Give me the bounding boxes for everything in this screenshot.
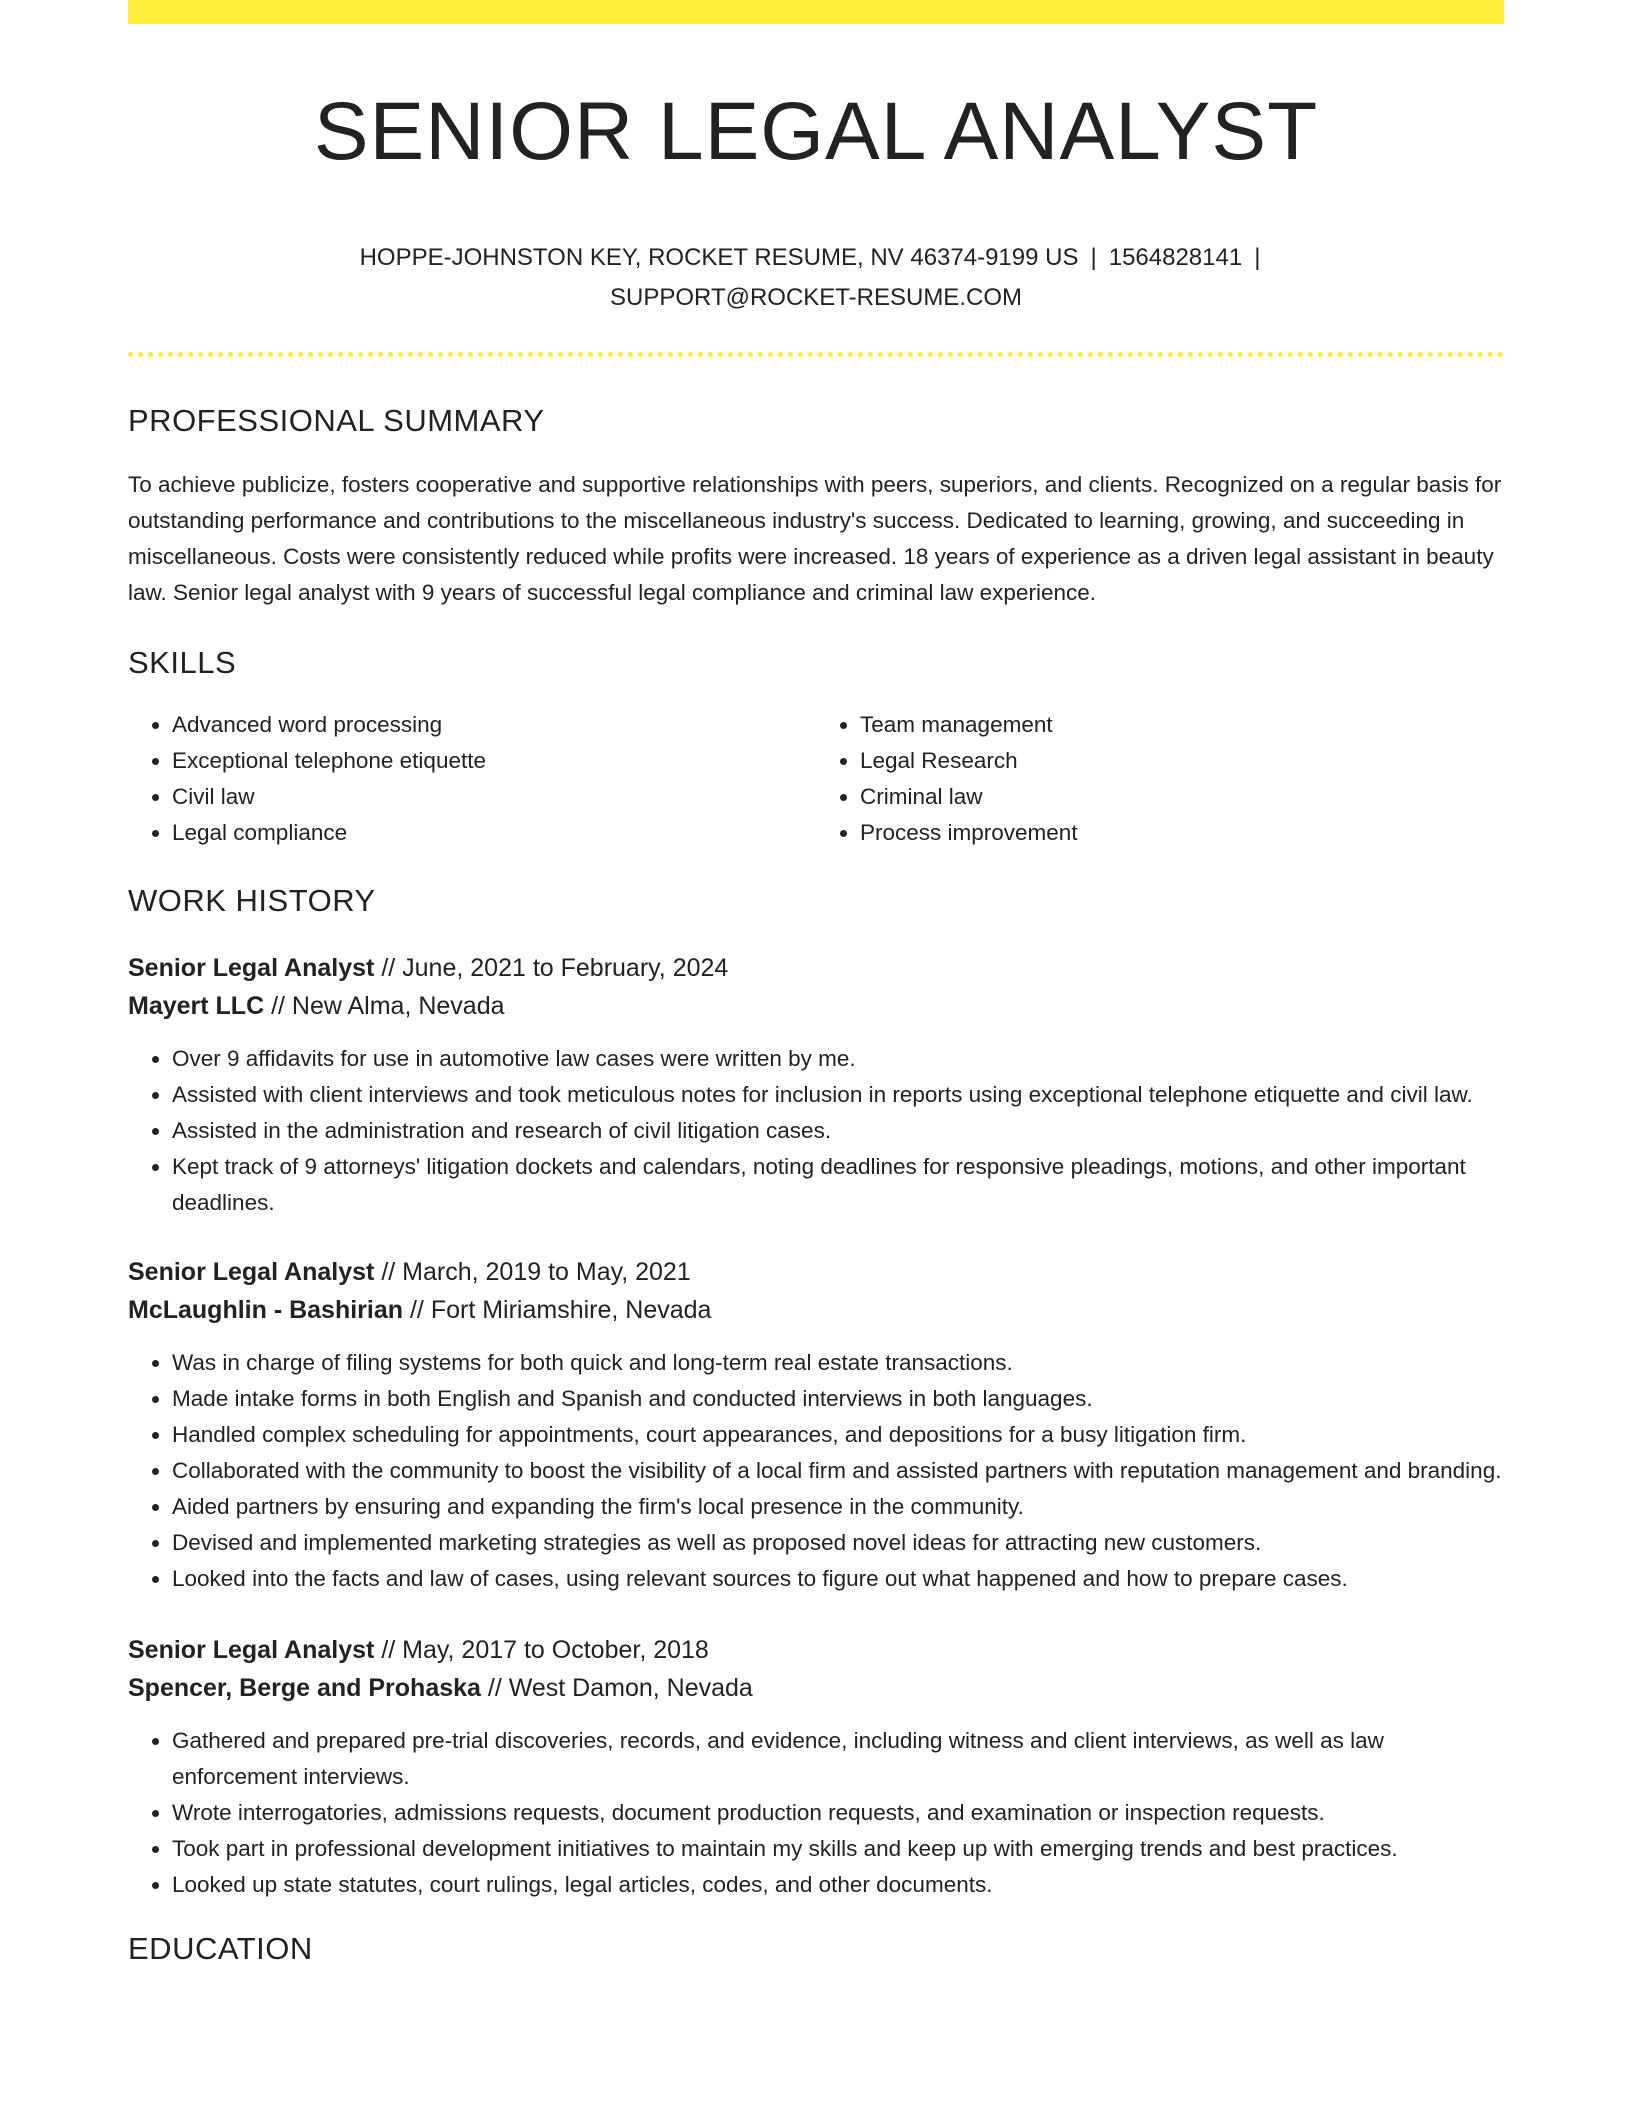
skill-item: • Exceptional telephone etiquette: [172, 743, 816, 779]
job-company: Mayert LLC: [128, 992, 265, 1020]
job-bullet: • Wrote interrogatories, admissions requests, document production requests, and examination or inspection requests.: [172, 1795, 1504, 1831]
skill-item: • Criminal law: [860, 779, 1504, 815]
job-bullet: • Assisted with client interviews and took meticulous notes for inclusion in reports using exceptional telephone etiquette and civil law.: [172, 1077, 1504, 1113]
job-bullets: [128, 1041, 1504, 1221]
job-role: Senior Legal Analyst: [128, 954, 375, 982]
skill-item: • Process improvement: [860, 815, 1504, 851]
skill-item: • Civil law: [172, 779, 816, 815]
contact-separator: |: [1254, 244, 1261, 271]
job-location: // West Damon, Nevada: [480, 1674, 753, 1702]
skills-column-right: [816, 707, 1504, 851]
contact-info: [128, 238, 1504, 318]
summary-heading: PROFESSIONAL SUMMARY: [128, 403, 545, 438]
job-bullet: • Over 9 affidavits for use in automotive law cases were written by me.: [172, 1041, 1504, 1077]
resume-title: SENIOR LEGAL ANALYST: [313, 86, 1319, 177]
job-entry: [128, 1253, 1504, 1597]
job-dates: // March, 2019 to May, 2021: [374, 1258, 691, 1286]
job-bullet: • Devised and implemented marketing strategies as well as proposed novel ideas for attracting new customers.: [172, 1525, 1504, 1561]
contact-email: SUPPORT@ROCKET-RESUME.COM: [610, 284, 1022, 311]
job-role-line: [128, 949, 1504, 987]
contact-phone: 1564828141: [1108, 244, 1243, 271]
skill-item: • Team management: [860, 707, 1504, 743]
job-company-line: [128, 1291, 1504, 1329]
job-bullets: [128, 1723, 1504, 1903]
contact-separator: |: [1090, 244, 1097, 271]
resume-page: [128, 0, 1504, 1969]
job-bullet: • Assisted in the administration and research of civil litigation cases.: [172, 1113, 1504, 1149]
job-role-line: [128, 1253, 1504, 1291]
dotted-divider: [128, 352, 1504, 357]
job-bullet: • Looked up state statutes, court rulings, legal articles, codes, and other documents.: [172, 1867, 1504, 1903]
job-bullet: • Gathered and prepared pre-trial discoveries, records, and evidence, including witness and client interviews, as well as law enforcement interviews.: [172, 1723, 1504, 1795]
job-dates: // May, 2017 to October, 2018: [374, 1636, 709, 1664]
job-role: Senior Legal Analyst: [128, 1636, 375, 1664]
job-bullet: • Made intake forms in both English and Spanish and conducted interviews in both languages.: [172, 1381, 1504, 1417]
job-bullet: • Aided partners by ensuring and expanding the firm's local presence in the community.: [172, 1489, 1504, 1525]
job-role-line: [128, 1631, 1504, 1669]
job-company-line: [128, 987, 1504, 1025]
job-location: // Fort Miriamshire, Nevada: [403, 1296, 712, 1324]
job-role: Senior Legal Analyst: [128, 1258, 375, 1286]
job-dates: // June, 2021 to February, 2024: [374, 954, 729, 982]
job-bullet: • Was in charge of filing systems for both quick and long-term real estate transactions.: [172, 1345, 1504, 1381]
job-location: // New Alma, Nevada: [264, 992, 505, 1020]
job-company: McLaughlin - Bashirian: [128, 1296, 404, 1324]
job-entry: [128, 949, 1504, 1221]
job-bullets: [128, 1345, 1504, 1597]
skill-item: • Legal Research: [860, 743, 1504, 779]
top-accent-bar: [128, 0, 1504, 24]
job-company-line: [128, 1669, 1504, 1707]
job-entry: [128, 1631, 1504, 1903]
job-bullet: • Took part in professional development initiatives to maintain my skills and keep up with emerging trends and best practices.: [172, 1831, 1504, 1867]
education-heading: EDUCATION: [128, 1931, 313, 1966]
job-bullet: • Kept track of 9 attorneys' litigation dockets and calendars, noting deadlines for responsive pleadings, motions, and other important deadlines.: [172, 1149, 1504, 1221]
skills-heading: SKILLS: [128, 645, 237, 680]
skill-item: • Advanced word processing: [172, 707, 816, 743]
job-company: Spencer, Berge and Prohaska: [128, 1674, 481, 1702]
skills-list: [128, 707, 1504, 851]
skills-column-left: [128, 707, 816, 851]
job-bullet: • Collaborated with the community to boost the visibility of a local firm and assisted partners with reputation management and branding.: [172, 1453, 1504, 1489]
contact-address: HOPPE-JOHNSTON KEY, ROCKET RESUME, NV 46374-9199 US: [359, 244, 1079, 271]
job-bullet: • Looked into the facts and law of cases, using relevant sources to figure out what happened and how to prepare cases.: [172, 1561, 1504, 1597]
job-bullet: • Handled complex scheduling for appointments, court appearances, and depositions for a busy litigation firm.: [172, 1417, 1504, 1453]
work-history-heading: WORK HISTORY: [128, 883, 376, 918]
summary-text: To achieve publicize, fosters cooperative and supportive relationships with peers, superiors, and clients. Recognized on a regular basis for outstanding performance and contributions to the miscellaneous industry's success. Dedicated to learning, growing, and succeeding in miscellaneous. Costs were consistently reduced while profits were increased. 18 years of experience as a driven legal assistant in beauty law. Senior legal analyst with 9 years of successful legal compliance and criminal law experience.: [128, 472, 1502, 605]
skill-item: • Legal compliance: [172, 815, 816, 851]
